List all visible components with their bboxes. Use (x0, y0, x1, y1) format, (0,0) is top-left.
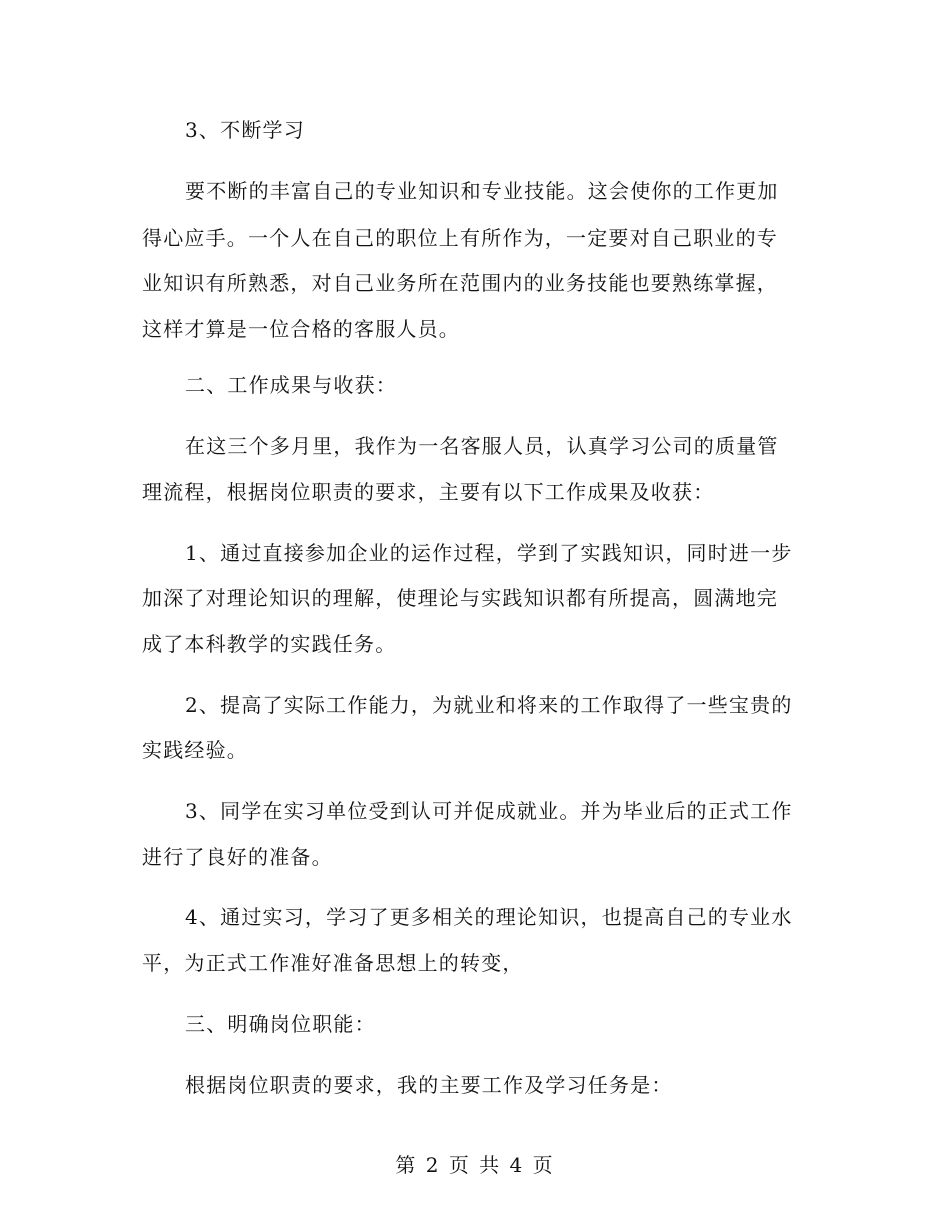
paragraph-line: 这样才算是一位合格的客服人员。 (142, 317, 460, 341)
section-heading-duties: 三、明确岗位职能： (185, 1012, 376, 1036)
paragraph-line: 得心应手。一个人在自己的职位上有所作为，一定要对自己职业的专 (142, 226, 778, 250)
paragraph-line: 平，为正式工作准好准备思想上的转变， (142, 951, 524, 975)
paragraph-line: 成了本科教学的实践任务。 (142, 632, 397, 656)
paragraph-line: 进行了良好的准备。 (142, 845, 333, 869)
paragraph-line: 理流程，根据岗位职责的要求，主要有以下工作成果及收获： (142, 480, 715, 504)
paragraph-line: 在这三个多月里，我作为一名客服人员，认真学习公司的质量管 (185, 434, 779, 458)
page-footer: 第 2 页 共 4 页 (395, 1153, 555, 1177)
paragraph-line: 加深了对理论知识的理解，使理论与实践知识都有所提高，圆满地完 (142, 586, 778, 610)
subsection-heading-learning: 3、不断学习 (185, 118, 305, 142)
paragraph-line: 实践经验。 (142, 738, 248, 762)
paragraph-line: 2、提高了实际工作能力，为就业和将来的工作取得了一些宝贵的 (185, 693, 793, 717)
paragraph-line: 根据岗位职责的要求，我的主要工作及学习任务是： (185, 1073, 673, 1097)
paragraph-line: 要不断的丰富自己的专业知识和专业技能。这会使你的工作更加 (185, 179, 779, 203)
paragraph-line: 4、通过实习，学习了更多相关的理论知识，也提高自己的专业水 (185, 905, 793, 929)
paragraph-line: 业知识有所熟悉，对自己业务所在范围内的业务技能也要熟练掌握， (142, 271, 778, 295)
paragraph-line: 3、同学在实习单位受到认可并促成就业。并为毕业后的正式工作 (185, 799, 793, 823)
section-heading-results: 二、工作成果与收获： (185, 373, 397, 397)
paragraph-line: 1、通过直接参加企业的运作过程，学到了实践知识，同时进一步 (185, 541, 793, 565)
